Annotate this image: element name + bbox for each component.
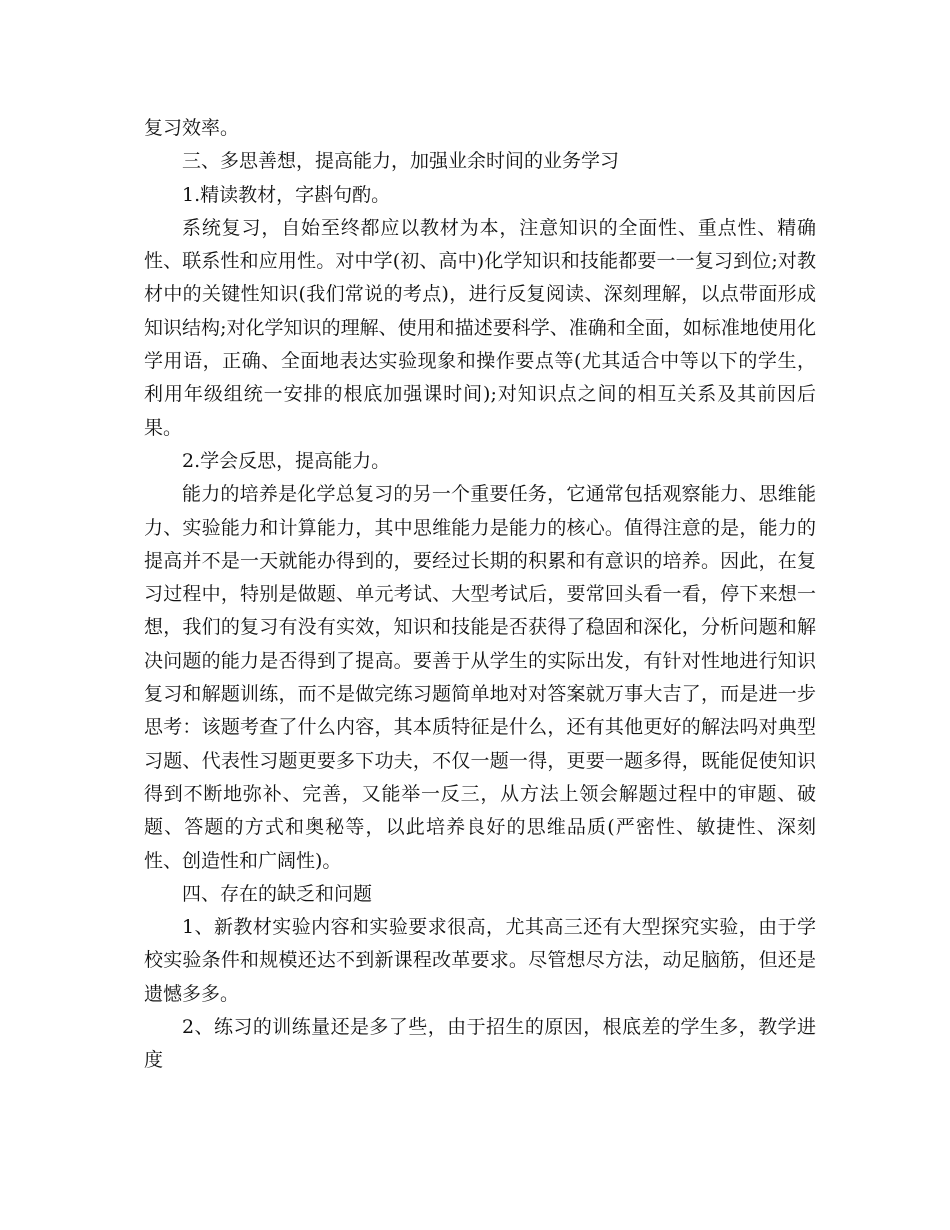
paragraph-issue-2: 2、练习的训练量还是多了些，由于招生的原因，根底差的学生多，教学进度 — [144, 1016, 816, 1072]
subheading-3-1: 1.精读教材，字斟句酌。 — [182, 183, 391, 206]
paragraph-ability-training: 能力的培养是化学总复习的另一个重要任务，它通常包括观察能力、思维能力、实验能力和计算能力，其中思维能力是能力的核心。值得注意的是，能力的提高并不是一天就能办得到的，要经过长期的积累和有意识的培养。因此，在复习过程中，特别是做题、单元考试、大型考试后，要常回头看一看，停下来想一想，我们的复习有没有实效，知识和技能是否获得了稳固和深化，分析问题和解决问题的能力是否得到了提高。要善于从学生的实际出发，有针对性地进行知识复习和解题训练，而不是做完练习题简单地对对答案就万事大吉了，而是进一步思考：该题考查了什么内容，其本质特征是什么，还有其他更好的解法吗对典型习题、代表性习题更要多下功夫，不仅一题一得，更要一题多得，既能促使知识得到不断地弥补、完善，又能举一反三，从方法上领会解题过程中的审题、破题、答题的方式和奥秘等，以此培养良好的思维品质(严密性、敏捷性、深刻性、创造性和广阔性)。 — [144, 483, 816, 872]
document-body — [144, 112, 816, 1078]
section-heading-3: 三、多思善想，提高能力，加强业余时间的业务学习 — [182, 150, 620, 173]
paragraph-continuation: 复习效率。 — [144, 117, 240, 139]
subheading-3-2: 2.学会反思，提高能力。 — [182, 449, 391, 472]
section-heading-4: 四、存在的缺乏和问题 — [182, 882, 373, 905]
paragraph-issue-1: 1、新教材实验内容和实验要求很高，尤其高三还有大型探究实验，由于学校实验条件和规模还达不到新课程改革要求。尽管想尽方法，动足脑筋，但还是遗憾多多。 — [144, 916, 816, 1005]
paragraph-systematic-review: 系统复习，自始至终都应以教材为本，注意知识的全面性、重点性、精确性、联系性和应用性。对中学(初、高中)化学知识和技能都要一一复习到位;对教材中的关键性知识(我们常说的考点)，进行反复阅读、深刻理解，以点带面形成知识结构;对化学知识的理解、使用和描述要科学、准确和全面，如标准地使用化学用语，正确、全面地表达实验现象和操作要点等(尤其适合中等以下的学生，利用年级组统一安排的根底加强课时间);对知识点之间的相互关系及其前因后果。 — [144, 216, 816, 439]
